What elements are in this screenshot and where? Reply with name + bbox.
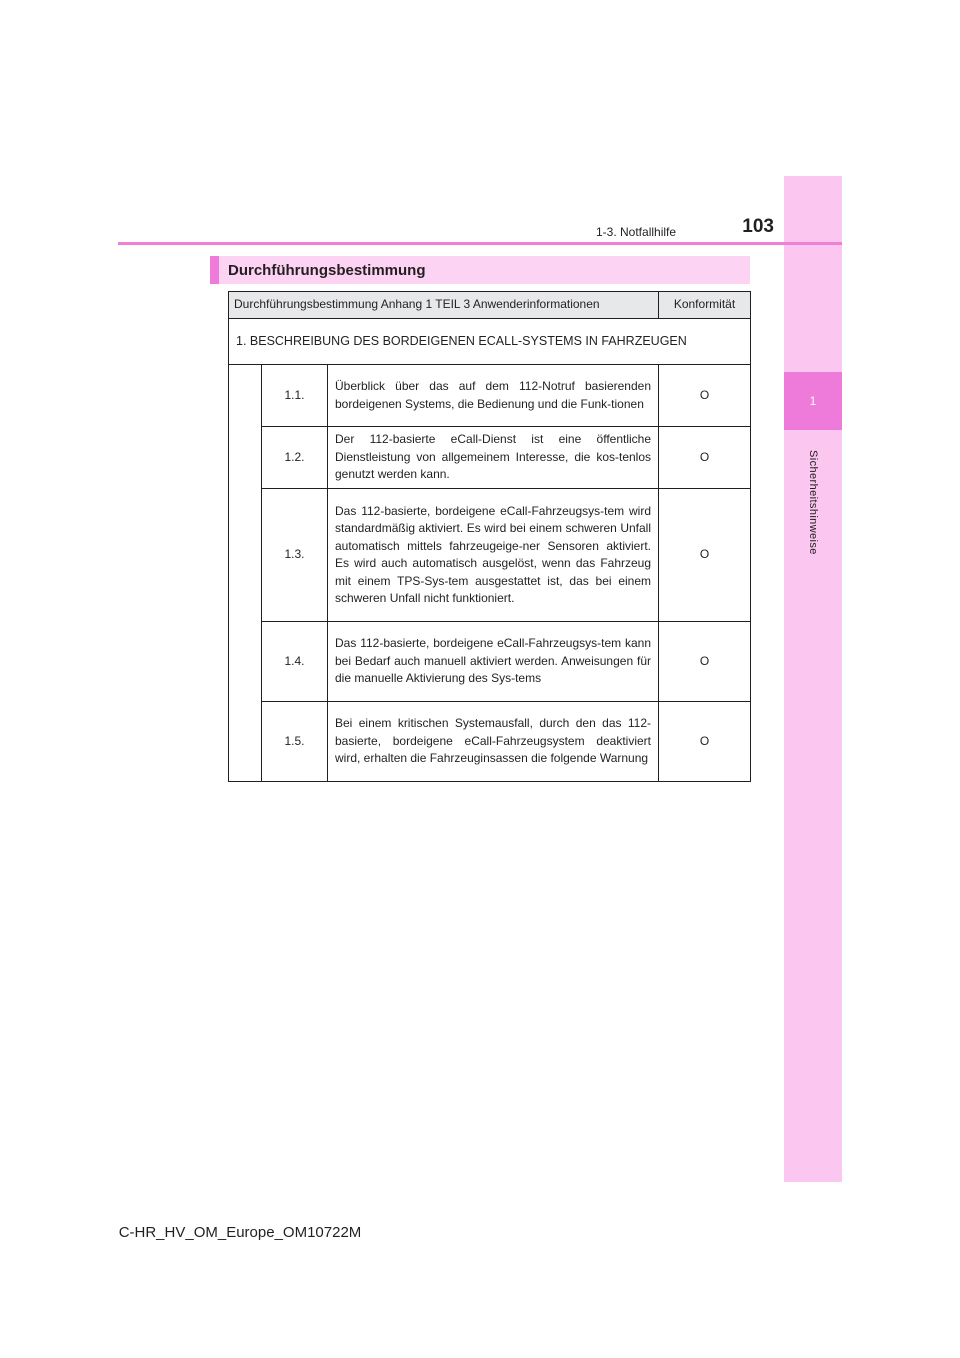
row-number: 1.3. <box>262 489 328 622</box>
row-number: 1.5. <box>262 702 328 782</box>
row-text: Der 112-basierte eCall-Dienst ist eine öffentliche Dienstleistung von allgemeinem Interesse, die kos-tenlos genutzt werden kann. <box>328 427 659 489</box>
chapter-label-text: Sicherheitshinweise <box>807 449 819 555</box>
row-text: Das 112-basierte, bordeigene eCall-Fahrzeugsys-tem kann bei Bedarf auch manuell aktiviert werden. Anweisungen für die manuelle Aktivierung des Sys-tems <box>328 622 659 702</box>
table-row <box>229 489 751 622</box>
table-row <box>229 365 751 427</box>
row-text: Überblick über das auf dem 112-Notruf basierenden bordeigenen Systems, die Bedienung und die Funk-tionen <box>328 365 659 427</box>
chapter-label <box>784 437 842 567</box>
row-conformity: O <box>659 427 751 489</box>
header-conformity: Konformität <box>659 292 751 319</box>
page-number: 103 <box>742 216 774 237</box>
row-number: 1.2. <box>262 427 328 489</box>
row-conformity: O <box>659 365 751 427</box>
section-title <box>210 256 750 284</box>
table-title-row <box>229 319 751 365</box>
table-title-cell: 1. BESCHREIBUNG DES BORDEIGENEN ECALL-SYSTEMS IN FAHRZEUGEN <box>229 319 751 365</box>
row-number: 1.4. <box>262 622 328 702</box>
header-regulation: Durchführungsbestimmung Anhang 1 TEIL 3 Anwenderinformationen <box>229 292 659 319</box>
table-row <box>229 427 751 489</box>
row-text: Bei einem kritischen Systemausfall, durch den das 112-basierte, bordeigene eCall-Fahrzeugsystem deaktiviert wird, erhalten die Fahrzeuginsassen die folgende Warnung <box>328 702 659 782</box>
running-header-section: 1-3. Notfallhilfe <box>596 225 677 239</box>
row-conformity: O <box>659 702 751 782</box>
chapter-number-tab[interactable]: 1 <box>784 372 842 430</box>
row-conformity: O <box>659 489 751 622</box>
row-conformity: O <box>659 622 751 702</box>
document-code: C-HR_HV_OM_Europe_OM10722M <box>118 1224 362 1241</box>
section-title-text: Durchführungsbestimmung <box>228 261 426 279</box>
chapter-side-tab <box>784 176 842 1182</box>
table-row <box>229 622 751 702</box>
header-divider <box>118 242 842 245</box>
row-text: Das 112-basierte, bordeigene eCall-Fahrzeugsys-tem wird standardmäßig aktiviert. Es wird bei einem schweren Unfall automatisch mittels fahrzeugeige-ner Sensoren aktiviert. Es wird auch automatisch ausgelöst, wenn das Fahrzeug mit einem TPS-Sys-tem ausgestattet ist, das bei einem schweren Unfall nicht funktioniert. <box>328 489 659 622</box>
row-number: 1.1. <box>262 365 328 427</box>
indent-cell <box>229 365 262 782</box>
table-row <box>229 702 751 782</box>
table-header-row <box>229 292 751 319</box>
regulation-table <box>228 291 751 782</box>
